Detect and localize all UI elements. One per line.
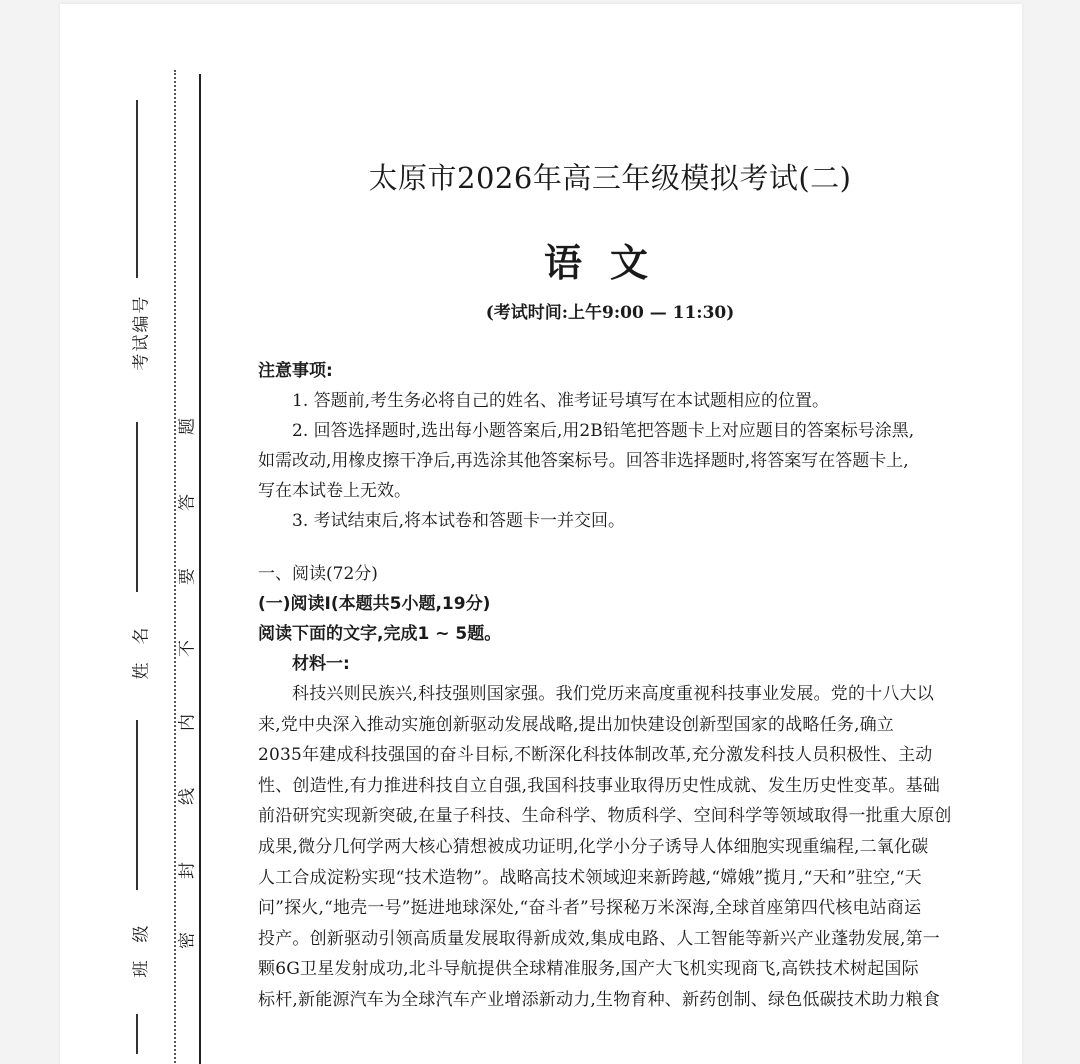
- passage-line: 问”探火,“地壳一号”挺进地球深处,“奋斗者”号探秘万米深海,全球首座第四代核电站商运: [258, 898, 922, 919]
- passage-line: 科技兴则民族兴,科技强则国家强。我们党历来高度重视科技事业发展。党的十八大以: [292, 684, 935, 704]
- section-heading: 一、阅读(72分): [258, 564, 378, 584]
- exam-title: 太原市2026年高三年级模拟考试(二): [368, 161, 852, 195]
- note-item-2: 2. 回答选择题时,选出每小题答案后,用2B铅笔把答题卡上对应题目的答案标号涂黑,: [292, 421, 915, 441]
- notes-heading: 注意事项:: [258, 361, 333, 381]
- class-blank: [136, 720, 138, 890]
- seal-char: 线: [177, 788, 198, 805]
- name-label: 姓名: [131, 609, 152, 680]
- exam-time: (考试时间:上午9:00 — 11:30): [485, 303, 735, 323]
- exam-number-label: 考试编号: [131, 294, 152, 371]
- passage-line: 来,党中央深入推动实施创新驱动发展战略,提出加快建设创新型国家的战略任务,确立: [258, 714, 895, 735]
- exam-number-blank: [136, 100, 138, 278]
- seal-char: 不: [177, 640, 198, 657]
- seal-char: 内: [177, 714, 198, 731]
- subsection-heading: (一)阅读Ⅰ(本题共5小题,19分): [258, 594, 491, 614]
- material-label: 材料一:: [292, 654, 350, 674]
- reading-instruction: 阅读下面的文字,完成1 ~ 5题。: [258, 624, 502, 644]
- passage-line: 性、创造性,有力推进科技自立自强,我国科技事业取得历史性成就、发生历史性变革。基础: [258, 775, 941, 796]
- seal-char: 封: [177, 862, 198, 879]
- note-item-2-cont: 写在本试卷上无效。: [258, 481, 411, 501]
- note-item-3: 3. 考试结束后,将本试卷和答题卡一并交回。: [292, 511, 626, 531]
- passage-line: 投产。创新驱动引领高质量发展取得新成效,集成电路、人工智能等新兴产业蓬勃发展,第一: [258, 928, 941, 949]
- passage-line: 人工合成淀粉实现“技术造物”。战略高技术领域迎来新跨越,“嫦娥”揽月,“天和”驻空,“天: [258, 867, 922, 888]
- passage-line: 标杆,新能源汽车为全球汽车产业增添新动力,生物育种、新药创制、绿色低碳技术助力粮食: [258, 989, 941, 1010]
- passage-line: 2035年建成科技强国的奋斗目标,不断深化科技体制改革,充分激发科技人员积极性、主动: [258, 745, 933, 766]
- note-item-1: 1. 答题前,考生务必将自己的姓名、准考证号填写在本试题相应的位置。: [292, 391, 830, 411]
- class-label: 班级: [131, 907, 152, 978]
- passage-line: 颗6G卫星发射成功,北斗导航提供全球精准服务,国产大飞机实现商飞,高铁技术树起国际: [258, 959, 919, 980]
- seal-solid-line: [199, 74, 201, 1064]
- seal-char: 要: [177, 568, 198, 585]
- name-blank: [136, 422, 138, 592]
- seal-char: 答: [177, 494, 198, 511]
- subject-title: 语文: [543, 241, 676, 285]
- reading-passage: [258, 679, 986, 1016]
- seal-char: 题: [177, 418, 198, 435]
- passage-line: 成果,微分几何学两大核心猜想被成功证明,化学小分子诱导人体细胞实现重编程,二氧化碳: [258, 836, 929, 857]
- note-item-2-cont: 如需改动,用橡皮擦干净后,再选涂其他答案标号。回答非选择题时,将答案写在答题卡上,: [258, 451, 909, 471]
- class-blank-lower: [136, 1014, 138, 1054]
- passage-line: 前沿研究实现新突破,在量子科技、生命科学、物质科学、空间科学等领域取得一批重大原创: [258, 806, 952, 827]
- seal-char: 密: [177, 932, 198, 949]
- exam-content: [258, 356, 986, 1016]
- exam-page: [60, 4, 1022, 1064]
